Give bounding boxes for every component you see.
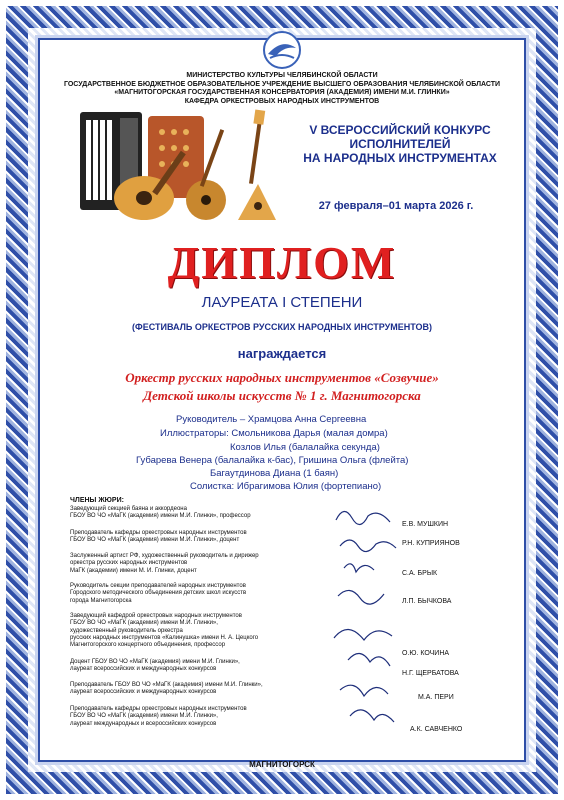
signature-mark — [350, 710, 394, 722]
soloist-line: Солистка: Ибрагимова Юлия (фортепиано) — [190, 481, 382, 492]
signature-mark — [340, 540, 396, 552]
jury-member-desc — [70, 553, 330, 575]
contest-dates: 27 февраля–01 марта 2026 г. — [318, 200, 474, 212]
desc-line: художественный руководитель оркестра — [70, 627, 183, 634]
desc-line: Заведующий секцией баяна и аккордеона — [70, 506, 187, 512]
city-name: МАГНИТОГОРСК — [249, 760, 315, 769]
desc-line: Магнитогорского концертного объединения, профессор — [70, 642, 226, 649]
signature-mark — [338, 590, 384, 604]
contest-line: V ВСЕРОССИЙСКИЙ КОНКУРС — [309, 123, 491, 137]
performer-line: Козлов Илья (балалайка секунда) — [230, 442, 380, 453]
jury-member-name: О.Ю. КОЧИНА — [402, 650, 450, 657]
contest-line: НА НАРОДНЫХ ИНСТРУМЕНТАХ — [303, 151, 497, 165]
awarded-label: награждается — [237, 346, 327, 361]
signature-mark — [334, 629, 392, 640]
jury-member-desc — [70, 706, 330, 728]
ministry-header — [0, 72, 564, 106]
laureate-degree: ЛАУРЕАТА I СТЕПЕНИ — [201, 294, 363, 311]
ministry-line: «МАГНИТОГОРСКАЯ ГОСУДАРСТВЕННАЯ КОНСЕРВАТОРИЯ (АКАДЕМИЯ) ИМЕНИ М.И. ГЛИНКИ» — [114, 89, 450, 96]
desc-line: Доцент ГБОУ ВО ЧО «МаГК (академия) имени М.И. Глинки», — [70, 659, 240, 665]
diploma-title: ДИПЛОМ — [167, 237, 397, 288]
signature-mark — [348, 653, 390, 666]
desc-line: города Магнитогорска — [70, 597, 132, 604]
jury-member-name: Р.Н. КУПРИЯНОВ — [402, 540, 460, 547]
desc-line: лауреат всероссийских и международных конкурсов — [70, 689, 217, 696]
signature-mark — [336, 511, 390, 524]
jury-member-desc — [70, 613, 330, 649]
contest-title — [300, 123, 500, 165]
ministry-line: ГОСУДАРСТВЕННОЕ БЮДЖЕТНОЕ ОБРАЗОВАТЕЛЬНОЕ УЧРЕЖДЕНИЕ ВЫСШЕГО ОБРАЗОВАНИЯ ЧЕЛЯБИНСКОЙ ОБЛАСТИ — [63, 80, 501, 88]
desc-line: Преподаватель кафедры оркестровых народных инструментов — [70, 530, 247, 536]
desc-line: оркестра русских народных инструментов — [70, 560, 188, 567]
jury-title: ЧЛЕНЫ ЖЮРИ: — [70, 497, 124, 504]
desc-line: Городского методического объединения детских школ искусств — [70, 590, 247, 597]
ministry-line: КАФЕДРА ОРКЕСТРОВЫХ НАРОДНЫХ ИНСТРУМЕНТОВ — [184, 97, 380, 105]
jury-member-desc — [70, 659, 330, 674]
desc-line: Преподаватель кафедры оркестровых народных инструментов — [70, 706, 247, 712]
desc-line: ГБОУ ВО ЧО «МаГК (академия) имени М.И. Глинки», доцент — [70, 537, 240, 544]
performer-line: Багаутдинова Диана (1 баян) — [210, 468, 339, 479]
jury-member-name: С.А. БРЫК — [402, 570, 438, 577]
recipient-line: Детской школы искусств № 1 г. Магнитогорска — [143, 388, 421, 403]
contest-line: ИСПОЛНИТЕЛЕЙ — [349, 137, 451, 151]
recipient-line: Оркестр русских народных инструментов «Созвучие» — [125, 370, 439, 385]
jury-member-name: Н.Г. ЩЕРБАТОВА — [402, 670, 459, 677]
desc-line: ГБОУ ВО ЧО «МаГК (академия) имени М.И. Глинки», — [70, 713, 218, 720]
desc-line: лауреат всероссийских и международных конкурсов — [70, 666, 217, 673]
desc-line: Руководитель секции преподавателей народных инструментов — [70, 583, 246, 589]
desc-line: Заслуженный артист РФ, художественный руководитель и дирижер — [70, 553, 259, 559]
leader-line: Руководитель – Храмцова Анна Сергеевна — [176, 414, 367, 425]
desc-line: русских народных инструментов «Калинушка» имени Н. А. Цецкого — [70, 634, 259, 641]
illustrators-line: Иллюстраторы: Смольникова Дарья (малая домра) — [160, 428, 388, 439]
signature-mark — [344, 564, 374, 572]
instruments-illustration — [78, 108, 278, 228]
desc-line: Преподаватель ГБОУ ВО ЧО «МаГК (академия) имени М.И. Глинки», — [70, 682, 263, 688]
jury-member-desc — [70, 583, 330, 605]
jury-member-name: Л.П. БЫЧКОВА — [402, 598, 452, 605]
signature-mark — [340, 685, 388, 696]
jury-member-name: А.К. САВЧЕНКО — [410, 726, 463, 733]
desc-line: лауреат международных и всероссийских конкурсов — [70, 720, 217, 727]
conservatory-logo — [262, 30, 302, 70]
jury-member-desc — [70, 506, 330, 521]
jury-member-name: М.А. ПЕРИ — [418, 694, 454, 701]
jury-member-desc — [70, 530, 330, 545]
desc-line: Заведующий кафедрой оркестровых народных инструментов — [70, 613, 242, 619]
signatures — [330, 500, 410, 740]
ministry-line: МИНИСТЕРСТВО КУЛЬТУРЫ ЧЕЛЯБИНСКОЙ ОБЛАСТИ — [186, 72, 378, 79]
performer-line: Губарева Венера (балалайка к-бас), Гришина Ольга (флейта) — [136, 455, 409, 466]
desc-line: ГБОУ ВО ЧО «МаГК (академия) имени М.И. Глинки», — [70, 620, 218, 627]
jury-member-name: Е.В. МУШКИН — [402, 521, 449, 528]
desc-line: МаГК (академии) имени М. И. Глинки, доцент — [70, 567, 197, 574]
desc-line: ГБОУ ВО ЧО «МаГК (академия) имени М.И. Глинки», профессор — [70, 513, 251, 520]
festival-name: (ФЕСТИВАЛЬ ОРКЕСТРОВ РУССКИХ НАРОДНЫХ ИНСТРУМЕНТОВ) — [132, 322, 432, 332]
jury-member-desc — [70, 682, 330, 697]
